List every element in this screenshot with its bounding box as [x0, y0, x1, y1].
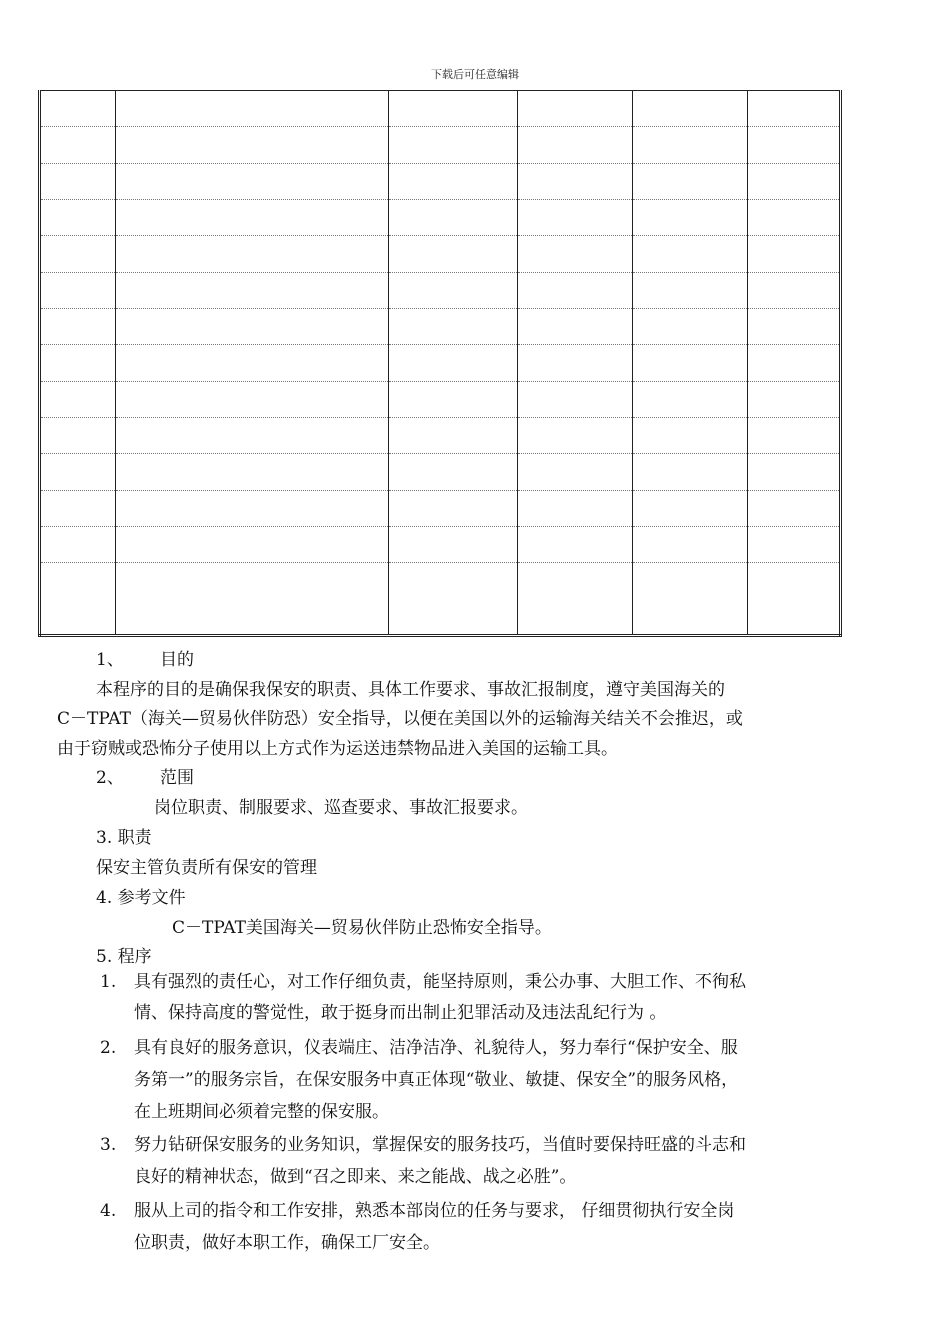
- table-cell: [748, 163, 841, 199]
- table-cell: [748, 381, 841, 417]
- table-row: [40, 199, 841, 235]
- table-cell: [748, 345, 841, 381]
- page-header: 下载后可任意编辑: [431, 68, 519, 81]
- table-row: [40, 417, 841, 453]
- table-cell: [40, 308, 116, 344]
- table-cell: [40, 163, 116, 199]
- table-cell: [518, 417, 633, 453]
- table-cell: [40, 381, 116, 417]
- table-cell: [389, 163, 518, 199]
- table-cell: [389, 199, 518, 235]
- procedure-line: 努力钻研保安服务的业务知识，掌握保安的服务技巧，当值时要保持旺盛的斗志和: [134, 1135, 746, 1155]
- table-row: [40, 163, 841, 199]
- table-cell: [116, 454, 389, 490]
- table-cell: [633, 454, 748, 490]
- table-cell: [116, 127, 389, 163]
- procedure-line: 服从上司的指令和工作安排，熟悉本部岗位的任务与要求， 仔细贯彻执行安全岗: [134, 1201, 735, 1221]
- section-1-number: 1、: [96, 650, 124, 670]
- table-cell: [518, 199, 633, 235]
- table-cell: [633, 381, 748, 417]
- table-cell: [748, 526, 841, 562]
- table-cell: [116, 91, 389, 127]
- table-cell: [633, 199, 748, 235]
- table-cell: [116, 199, 389, 235]
- table-cell: [518, 526, 633, 562]
- table-cell: [748, 563, 841, 636]
- table-cell: [633, 308, 748, 344]
- table-cell: [389, 490, 518, 526]
- table-cell: [748, 91, 841, 127]
- table-cell: [389, 381, 518, 417]
- table-cell: [389, 91, 518, 127]
- table-row: [40, 526, 841, 562]
- table-cell: [116, 381, 389, 417]
- table-cell: [518, 381, 633, 417]
- table-cell: [40, 490, 116, 526]
- section-3-title: 3. 职责: [96, 828, 152, 848]
- table-cell: [389, 127, 518, 163]
- table-cell: [40, 272, 116, 308]
- table-cell: [116, 308, 389, 344]
- table-row: [40, 127, 841, 163]
- table-cell: [40, 91, 116, 127]
- table-cell: [40, 454, 116, 490]
- procedure-line: 情、保持高度的警觉性，敢于挺身而出制止犯罪活动及违法乱纪行为 。: [134, 1003, 667, 1023]
- section-5-title: 5. 程序: [96, 947, 152, 967]
- procedure-number: 4.: [100, 1201, 117, 1221]
- section-4-title: 4. 参考文件: [96, 888, 186, 908]
- table-cell: [116, 526, 389, 562]
- table-row: [40, 381, 841, 417]
- section-4-body: C－TPAT美国海关—贸易伙伴防止恐怖安全指导。: [172, 918, 552, 938]
- procedure-line: 位职责，做好本职工作，确保工厂安全。: [134, 1233, 440, 1253]
- table-cell: [518, 490, 633, 526]
- table-row: [40, 454, 841, 490]
- table-cell: [633, 127, 748, 163]
- table-cell: [389, 236, 518, 272]
- table-row: [40, 236, 841, 272]
- section-1-body-line-3: 由于窃贼或恐怖分子使用以上方式作为运送违禁物品进入美国的运输工具。: [57, 739, 618, 759]
- table-cell: [116, 236, 389, 272]
- section-2-number: 2、: [96, 768, 124, 788]
- table-row: [40, 345, 841, 381]
- table-cell: [633, 91, 748, 127]
- table-cell: [748, 127, 841, 163]
- table-cell: [40, 526, 116, 562]
- section-2-title: 范围: [160, 768, 194, 788]
- table-cell: [116, 417, 389, 453]
- table-cell: [40, 417, 116, 453]
- section-1-body-line-1: 本程序的目的是确保我保安的职责、具体工作要求、事故汇报制度，遵守美国海关的: [96, 680, 725, 700]
- table-cell: [116, 563, 389, 636]
- table-cell: [518, 91, 633, 127]
- table-cell: [518, 454, 633, 490]
- table-cell: [40, 236, 116, 272]
- table-cell: [389, 308, 518, 344]
- table-cell: [633, 345, 748, 381]
- table-cell: [633, 163, 748, 199]
- table-row: [40, 272, 841, 308]
- table-cell: [518, 308, 633, 344]
- table-cell: [633, 272, 748, 308]
- procedure-number: 3.: [100, 1135, 117, 1155]
- table-cell: [389, 345, 518, 381]
- section-2-body: 岗位职责、制服要求、巡查要求、事故汇报要求。: [154, 798, 528, 818]
- section-1-body-line-2: C－TPAT（海关—贸易伙伴防恐）安全指导，以便在美国以外的运输海关结关不会推迟，或: [57, 709, 743, 729]
- table-row: [40, 563, 841, 636]
- table-cell: [518, 236, 633, 272]
- table-row: [40, 490, 841, 526]
- table-cell: [748, 417, 841, 453]
- blank-table: [38, 90, 842, 637]
- table-cell: [633, 490, 748, 526]
- table-cell: [518, 163, 633, 199]
- table-cell: [40, 199, 116, 235]
- table-cell: [116, 163, 389, 199]
- table-cell: [633, 236, 748, 272]
- table-cell: [748, 308, 841, 344]
- table-cell: [748, 236, 841, 272]
- table-cell: [748, 272, 841, 308]
- table-cell: [389, 526, 518, 562]
- table-cell: [748, 199, 841, 235]
- table-cell: [116, 272, 389, 308]
- procedure-number: 2.: [100, 1038, 117, 1058]
- procedure-line: 务第一”的服务宗旨，在保安服务中真正体现“敬业、敏捷、保安全”的服务风格，: [134, 1070, 739, 1090]
- table-cell: [116, 490, 389, 526]
- table-cell: [518, 127, 633, 163]
- section-3-body: 保安主管负责所有保安的管理: [96, 858, 317, 878]
- table-row: [40, 91, 841, 127]
- table-cell: [389, 454, 518, 490]
- table-cell: [748, 490, 841, 526]
- procedure-line: 良好的精神状态，做到“召之即来、来之能战、战之必胜”。: [134, 1167, 577, 1187]
- table-cell: [633, 563, 748, 636]
- table-cell: [633, 417, 748, 453]
- procedure-number: 1.: [100, 972, 117, 992]
- table-cell: [389, 417, 518, 453]
- table-cell: [748, 454, 841, 490]
- table-cell: [40, 345, 116, 381]
- table-cell: [518, 345, 633, 381]
- table-row: [40, 308, 841, 344]
- table-cell: [518, 272, 633, 308]
- procedure-line: 具有良好的服务意识，仪表端庄、洁净洁净、礼貌待人，努力奉行“保护安全、服: [134, 1038, 738, 1058]
- table-cell: [40, 563, 116, 636]
- table-cell: [40, 127, 116, 163]
- procedure-line: 具有强烈的责任心，对工作仔细负责，能坚持原则，秉公办事、大胆工作、不徇私: [134, 972, 746, 992]
- table-cell: [389, 563, 518, 636]
- table-cell: [633, 526, 748, 562]
- table-cell: [116, 345, 389, 381]
- table-cell: [518, 563, 633, 636]
- table-cell: [389, 272, 518, 308]
- section-1-title: 目的: [160, 650, 194, 670]
- procedure-line: 在上班期间必须着完整的保安服。: [134, 1102, 389, 1122]
